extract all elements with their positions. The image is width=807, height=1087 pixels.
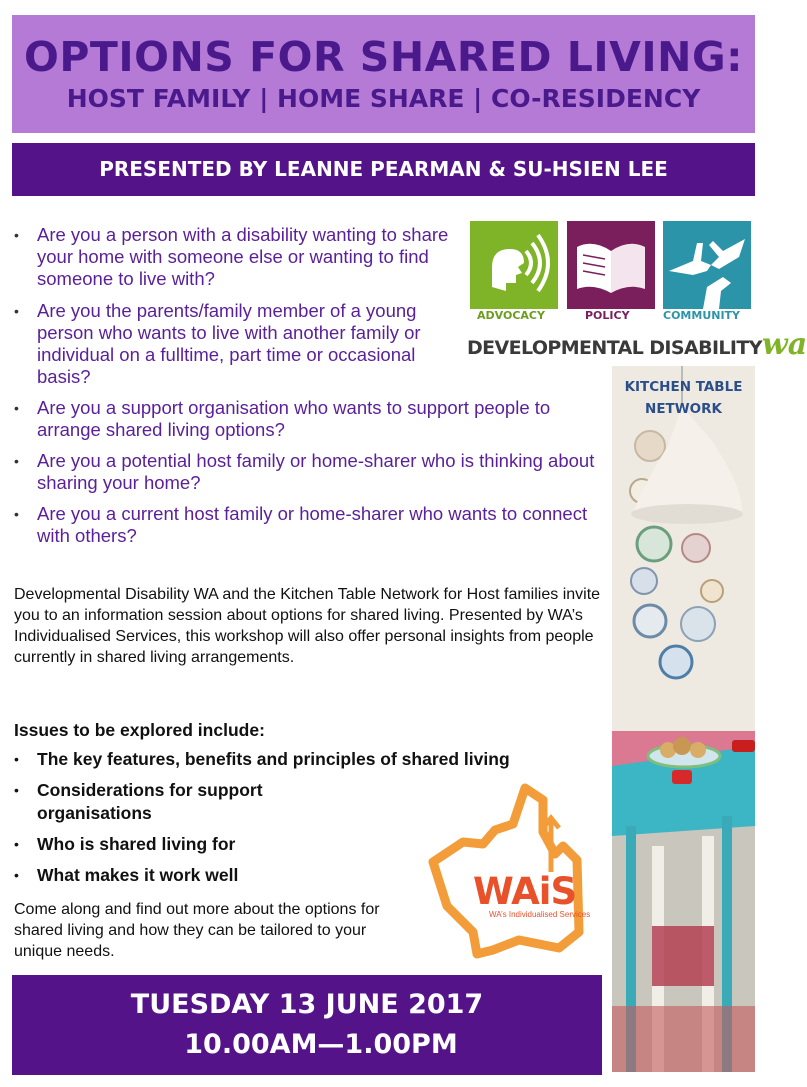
community-hands-icon bbox=[663, 221, 751, 309]
wais-subtitle: WA’s Individualised Services bbox=[489, 910, 591, 919]
wais-logo bbox=[423, 782, 601, 962]
kitchen-scene-illustration bbox=[612, 366, 755, 1072]
page-subtitle: HOST FAMILY | HOME SHARE | CO-RESIDENCY bbox=[66, 84, 701, 113]
photo-caption bbox=[612, 376, 755, 420]
list-item: • Are you a person with a disability wanting to share your home with someone else or wanting to find someone to live with? bbox=[14, 224, 459, 290]
list-item: • Are you a support organisation who wants to support people to arrange shared living options? bbox=[14, 397, 604, 441]
policy-book-icon bbox=[567, 221, 655, 309]
advocacy-label: ADVOCACY bbox=[477, 309, 545, 322]
ddwa-name: DEVELOPMENTAL DISABILITY bbox=[467, 337, 762, 359]
photo-caption-line-1: KITCHEN TABLE bbox=[624, 379, 743, 395]
closing-paragraph: Come along and find out more about the options for shared living and how they can be tailored to your unique needs. bbox=[14, 901, 380, 960]
ddwa-wordmark bbox=[467, 327, 807, 362]
photo-caption-line-2: NETWORK bbox=[645, 401, 722, 417]
advocacy-icon bbox=[470, 221, 558, 309]
intro-paragraph: Developmental Disability WA and the Kitchen Table Network for Host families invite you to an information session about options for shared living. Presented by WA’s Individualised Services, this workshop will also offer personal insights from people currently in shared living arrangements. bbox=[14, 586, 601, 666]
title-banner bbox=[12, 15, 755, 133]
ddwa-wa: wa bbox=[761, 327, 807, 362]
list-item: • Are you a potential host family or home-sharer who is thinking about sharing your home? bbox=[14, 450, 604, 494]
wais-wordmark: WAiS bbox=[473, 870, 577, 913]
list-item: • The key features, benefits and principles of shared living bbox=[14, 748, 614, 771]
event-date-bar bbox=[12, 975, 602, 1075]
event-time: 10.00AM—1.00PM bbox=[184, 1029, 458, 1060]
list-item: • Are you the parents/family member of a young person who wants to live with another family or individual on a fulltime, part time or occasional basis? bbox=[14, 300, 459, 388]
policy-label: POLICY bbox=[585, 309, 630, 322]
list-item: • Are you a current host family or home-sharer who wants to connect with others? bbox=[14, 503, 604, 547]
list-item: • Considerations for support organisations bbox=[14, 779, 334, 825]
kitchen-table-photo bbox=[612, 366, 755, 1072]
list-item: • Who is shared living for bbox=[14, 833, 614, 856]
presenters-bar: PRESENTED BY LEANNE PEARMAN & SU-HSIEN LEE bbox=[12, 143, 755, 196]
page-title: OPTIONS FOR SHARED LIVING: bbox=[24, 33, 743, 81]
ddwa-logo bbox=[467, 221, 807, 362]
issues-heading: Issues to be explored include: bbox=[14, 720, 265, 740]
community-label: COMMUNITY bbox=[663, 309, 741, 322]
event-date: TUESDAY 13 JUNE 2017 bbox=[130, 989, 484, 1020]
list-item: • What makes it work well bbox=[14, 864, 614, 887]
